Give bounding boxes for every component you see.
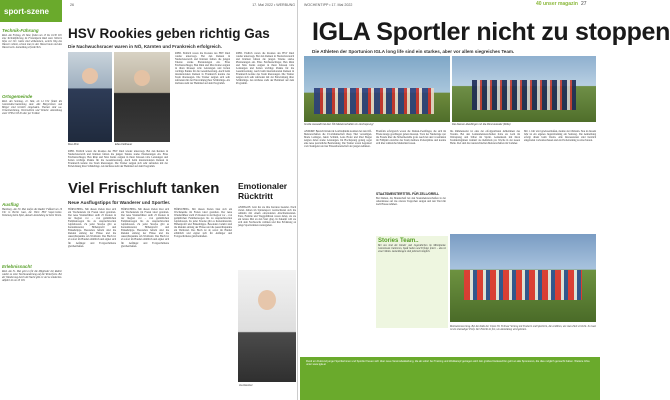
photo-caption: Große Auswahl bei den ÖF-Meisterschaften im Hochsprung!	[304, 123, 374, 126]
left-page	[0, 0, 298, 400]
retirement-photo	[238, 270, 296, 382]
rookie-photo-right	[114, 52, 170, 142]
header-date: 17. Mai 2022 • WERBUNG	[252, 2, 295, 7]
info-box	[376, 192, 446, 232]
info-box-title: STAATSMEISTERTITEL FÜR ZELL/GRELL	[376, 192, 440, 196]
stories-title: Stories Team..	[378, 238, 419, 244]
team-photo-left	[304, 56, 450, 122]
sidebar-item-text: Ried. Am Freitag, 20. Mai, finden um 15 bis 16.30 Uhr eine Technikführung im Freizeitpark Ried statt. Weitere Infos vor Ort. Gäste sind willkommen, welche Weg des Wassers nimmt, schaut man in den Wasserraum und das Wasserwerk. Anmeldung erforderlich.	[2, 34, 62, 50]
page-number: 27	[580, 1, 587, 7]
rookie-photo-left	[68, 52, 112, 142]
header-date: WOCHENTIPP • 17. Mai 2022	[304, 2, 353, 7]
photo-caption: Ina Deutner	[239, 384, 253, 387]
article-subtitle: Die Nachwuchsracer waren in NÖ, Kärnten und Frankreich erfolgreich.	[68, 44, 222, 49]
page-number: 26	[70, 2, 74, 7]
brand-logo: 40 unser magazin	[536, 1, 578, 7]
article-text-col2: RIED. Endlich waren die Rookies des HSV Ried wieder unterwegs. Bei den Rennen in Niederösterreich und Kärnten fuhren die jungen Talente starke Platzierungen ein. Elias Feichtenschlager, Ben Rinn und Max Kainz zeigten in ihren Klassen tolle Leistungen und holten wichtige Punkte für die Gesamtwertung. Auch beim internationalen Rennen in Frankreich konnte das Team überzeugen. Die Trainer zeigten sich sehr zufrieden mit der Entwicklung ihrer Schützlinge. Als nächstes steht der Heimlauf auf dem Programm.	[175, 52, 230, 86]
article-text: RIED. Endlich waren die Rookies des HSV Ried wieder unterwegs. Bei den Rennen in Niederösterreich und Kärnten fuhren die jungen Talente starke Platzierungen ein. Elias Feichtenschlager, Ben Rinn und Max Kainz zeigten in ihren Klassen tolle Leistungen und holten wichtige Punkte für die Gesamtwertung. Auch beim internationalen Rennen in Frankreich konnte das Team überzeugen. Die Trainer zeigten sich sehr zufrieden mit der Entwicklung ihrer Schützlinge. Als nächstes steht der Heimlauf auf dem Programm.	[68, 150, 168, 169]
motivation-text: Motivationsvortrag. Bei den Kids der Union 30. Februar Vortrag mit Trainern und Sportlern, die erzählen, wie man Ziele erreicht. Zu Gast ist ein ehemaliger Profi. Der Eintritt ist frei, um Anmeldung wird gebeten.	[450, 325, 596, 332]
article-subtitle: Die Athleten der Sportunion IGLA long life sind ein starkes, aber vor allem siegreiches Team.	[312, 49, 515, 54]
info-box-text: Bei Damen, die Mannschaft bei den Staatsmeisterschaften in der Altersklasse auf das oberste Treppchen steigen und den Titel mit nach Hause nehmen.	[376, 197, 446, 207]
article-text-col3: Ida Rimmesteder ist eine der erfolgreichsten Athletinnen des Vereins. Bei den Landesmeisterschaften holte sie Gold im Weitsprung und Silber im Sprint. Gemeinsam mit ihren Teamkolleginnen trainiert sie mehrmals pro Woche in der neuen Halle. Ziel sind die österreichischen Meisterschaften im Sommer.	[450, 130, 520, 146]
photo-caption: Elias Feilhauer	[115, 143, 133, 146]
article-title: IGLA Sportler nicht zu stoppen	[312, 18, 670, 46]
footer-bar	[300, 357, 600, 400]
article-title: Emotionaler Rücktritt	[238, 181, 288, 201]
article-text: ANSBACH. Jetzt hat sie ihre Karriere beendet. Nach vielen Jahren im Spitzensport verabschiedet sich die Athletin mit einem emotionalen Abschiedsrennen. Fans, Familie und Weggefährten waren dabei, als sie ein letztes Mal an den Start ging. In Zukunft will sie sich dem Nachwuchs widmen und ihre Erfahrung an junge Sportlerinnen weitergeben.	[238, 206, 296, 228]
photo-caption: Max Rinn	[68, 143, 79, 146]
article-text-col2: Ebenfalls erfolgreich waren die Damen-Zweifinger, die sich im Finale knapp geschlagen geben mussten. Trotz der Niederlage war die Freude über die Silbermedaille groß. Auch bei den Crossläufen im Frühjahr erreichte das Team mehrere Podestplätze und konnte sich über zahlreiche Medaillen freuen.	[376, 130, 446, 146]
section-tab	[0, 0, 62, 22]
article-text-col1: ANDORF. Bereich Kinder & Leichtathletik konnten bei den OÖ-Meisterschaften die U14-Mannschaft ihren Titel verteidigen. Marie Leitinger, Jakob Schmid, Lena Hofer und Paul Berger zeigten dabei starke Leistungen. Im Hochsprung gelang sogar eine neue persönliche Bestleistung. Die Trainer waren begeistert vom Teamgeist und der Einsatzbereitschaft der jungen Athleten.	[304, 130, 372, 149]
right-page	[300, 0, 670, 400]
sidebar-item-title: Ortsgemeinde	[2, 94, 33, 99]
kids-photo	[450, 234, 596, 322]
sidebar-item-title: Ausflug	[2, 202, 19, 207]
article-text-col3: HÖRSCHING. Mit diesen Zielen lässt sich ein Wochenende im Freien ideal gestalten. Der neue Wanderführer stellt 25 Routen in der Region vor – von gemütlichen Familienwegen bis zu anspruchsvollen Gipfeltouren. Zu jeder Strecke gibt es Kartenmaterial, Höhenprofil und Einkehrtipps. Besonders beliebt sind die Runden entlang der Flüsse und die Aussichtspunkte am Waldrand. Das Buch ist ab sofort im Handel erhältlich und eignet sich für Anfänger und Fortgeschrittene gleichermaßen.	[174, 208, 232, 239]
sidebar-item-text: Hamburg. Am 30. Mai laufen die Radler Fußball um 19 Uhr in Berlin Gast, die Wirte HSV Super-Gäste. Stimmung beim Spiel, danach Anmeldung ist beim Verein.	[2, 208, 62, 218]
magazine-brand	[536, 1, 587, 7]
article-text-col2: HÖRSCHING. Mit diesen Zielen lässt sich ein Wochenende im Freien ideal gestalten. Der neue Wanderführer stellt 25 Routen in der Region vor – von gemütlichen Familienwegen bis zu anspruchsvollen Gipfeltouren. Zu jeder Strecke gibt es Kartenmaterial, Höhenprofil und Einkehrtipps. Besonders beliebt sind die Runden entlang der Flüsse und die Aussichtspunkte am Waldrand. Das Buch ist ab sofort im Handel erhältlich und eignet sich für Anfänger und Fortgeschrittene gleichermaßen.	[121, 208, 169, 248]
photo-caption: Die Damen-Zweifinger mit Ida Rimmesteder (Mitte)	[452, 123, 511, 126]
sidebar	[2, 28, 62, 390]
sidebar-item-title: Erlebnisnacht	[2, 264, 32, 269]
article-text-col3: RIED. Endlich waren die Rookies des HSV Ried wieder unterwegs. Bei den Rennen in Niederösterreich und Kärnten fuhren die jungen Talente starke Platzierungen ein. Elias Feichtenschlager, Ben Rinn und Max Kainz zeigten in ihren Klassen tolle Leistungen und holten wichtige Punkte für die Gesamtwertung. Auch beim internationalen Rennen in Frankreich konnte das Team überzeugen. Die Trainer zeigten sich sehr zufrieden mit der Entwicklung ihrer Schützlinge. Als nächstes steht der Heimlauf auf dem Programm.	[236, 52, 294, 86]
sidebar-item-title: Technik-Führung	[2, 28, 39, 33]
sidebar-item-text: Ried. Am Sonntag, 22. Mai, ab 14 Uhr findet die Gemeindeversammlung statt. Alle Bürgerinnen und Bürger sind herzlich eingeladen. Themen sind u.a. Ortsentwicklung, Vereinsleben und Verkehr. Anmeldung unter 07952/12345 oder per E-Mail.	[2, 100, 62, 116]
article-title: HSV Rookies geben richtig Gas	[68, 26, 270, 41]
footer-text: Rund ein Dutzend junger Sportlerinnen und Sportler freuen sich über neue Vereinsbekleidung, die ab sofort bei Training und Wettkampf getragen wird. Ein großes Dankeschön geht an alle Sponsoren, die dies möglich gemacht haben. Weitere Infos unter www.igla.at	[306, 360, 590, 367]
article-text: HÖRSCHING. Mit diesen Zielen lässt sich ein Wochenende im Freien ideal gestalten. Der neue Wanderführer stellt 25 Routen in der Region vor – von gemütlichen Familienwegen bis zu anspruchsvollen Gipfeltouren. Zu jeder Strecke gibt es Kartenmaterial, Höhenprofil und Einkehrtipps. Besonders beliebt sind die Runden entlang der Flüsse und die Aussichtspunkte am Waldrand. Das Buch ist ab sofort im Handel erhältlich und eignet sich für Anfänger und Fortgeschrittene gleichermaßen.	[68, 208, 116, 248]
stories-box	[376, 236, 448, 328]
article-subtitle: Neue Ausflugstipps für Wanderer und Sportler.	[68, 200, 171, 205]
stories-text: Bei uns sind die Kinder und Jugendlichen im Mittelpunkt. Gemeinsam trainieren, Spaß haben und Erfolge feiern – das ist unser Motto. Anmeldungen sind jederzeit möglich.	[378, 244, 446, 254]
article-title: Viel Frischluft tanken	[68, 180, 220, 197]
article-text-col4: Mit 1. Juli wird gewissermaßen, meinte der Obmann. Neu in diesem Jahr ist ein eigenes Jugendtraining am Samstag. Die Anmeldung erfolgt direkt beim Verein. Alle Interessierten sind herzlich eingeladen vorbeizuschauen und ein Probetraining zu absolvieren.	[524, 130, 596, 143]
team-photo-right	[452, 56, 596, 122]
section-title: sport-szene	[4, 6, 49, 16]
sidebar-item-text: Ried. Am 31. Mai geht es für die Mitglieder der Radler wieder zu einer Nachtwanderung auf die Winterfeste. Bei der Wanderung durch die Nacht gibt es viel zu entdecken. Abfahrt ist um 20 Uhr.	[2, 270, 62, 283]
